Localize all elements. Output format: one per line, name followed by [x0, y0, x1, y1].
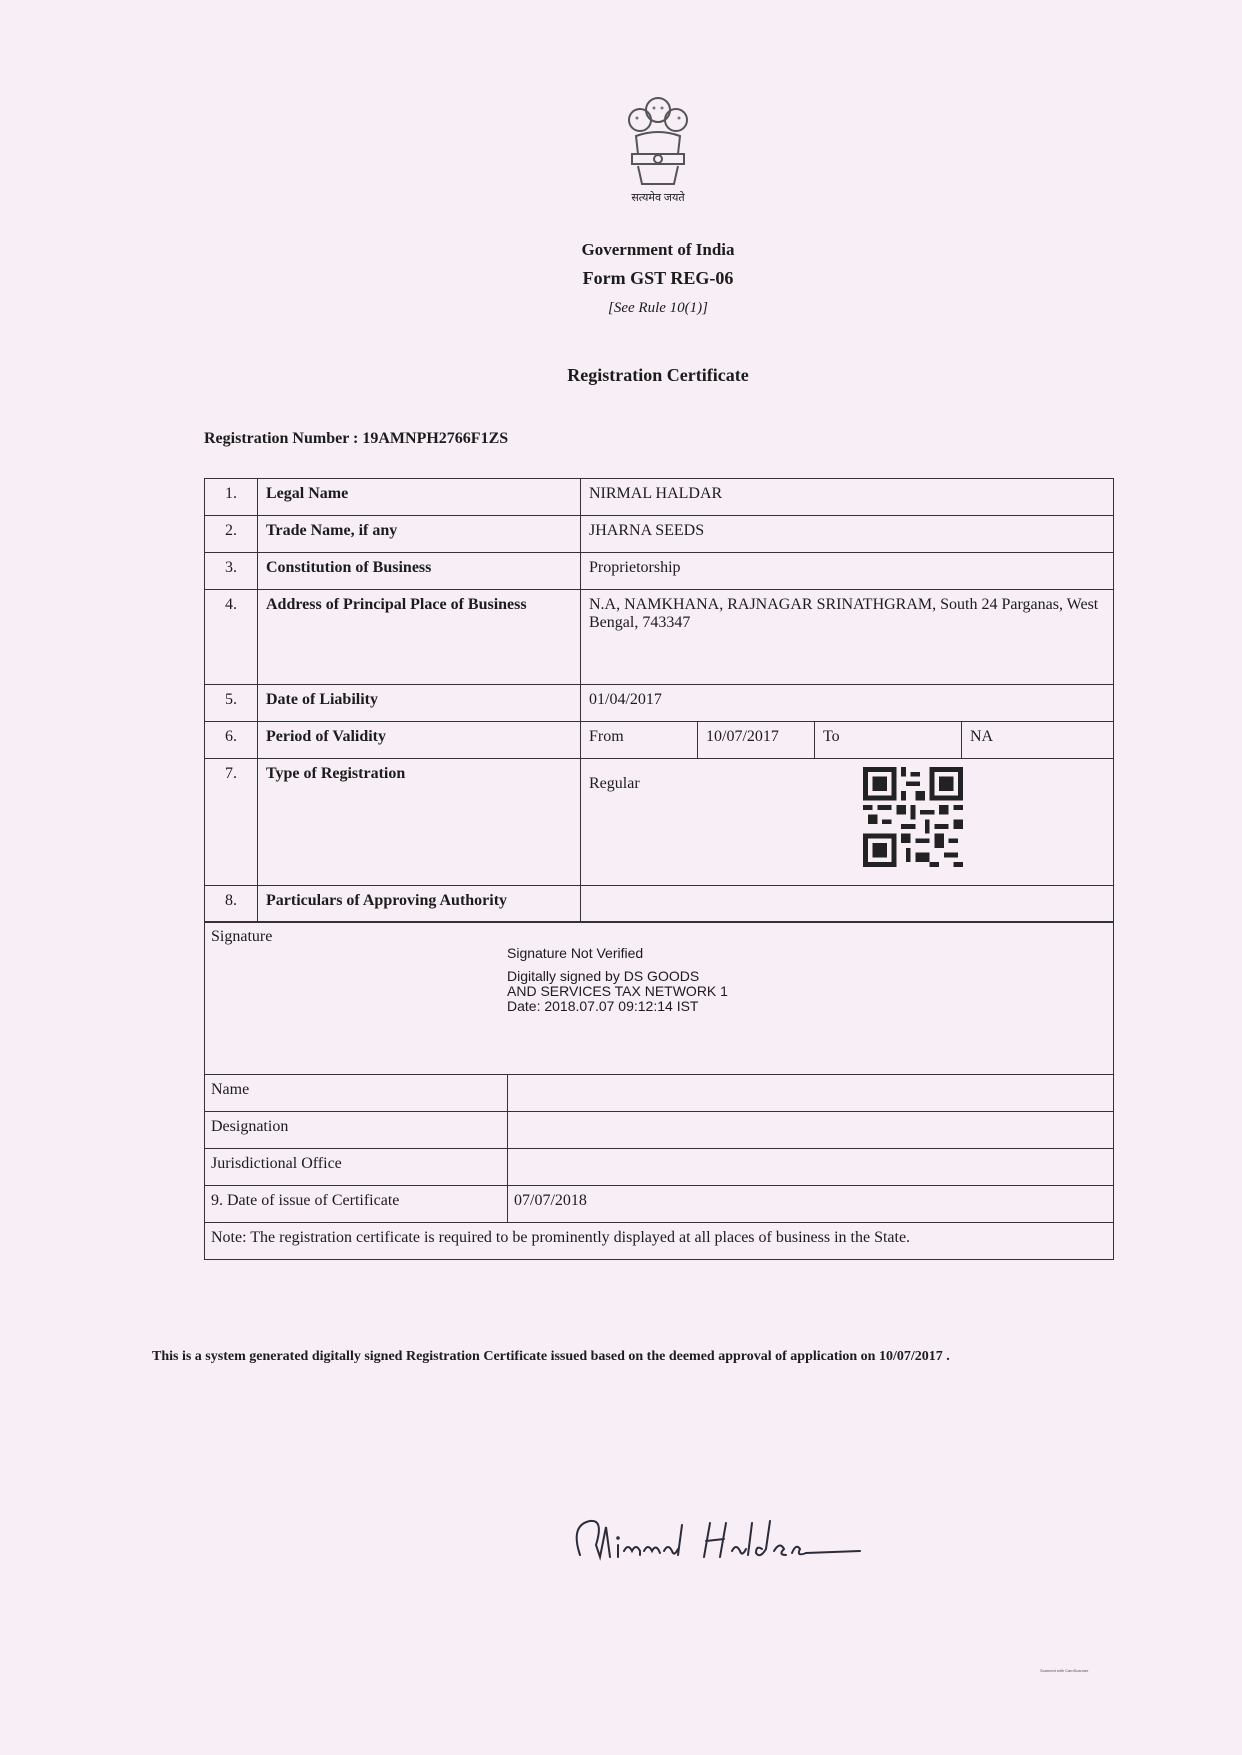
row-number: 3. — [205, 553, 258, 590]
handwritten-signature — [560, 1505, 870, 1575]
validity-to-label: To — [815, 722, 962, 759]
registration-number — [204, 430, 508, 448]
validity-from-date: 10/07/2017 — [698, 722, 815, 759]
row-value: NIRMAL HALDAR — [581, 479, 1114, 516]
registration-number-value: 19AMNPH2766F1ZS — [362, 430, 509, 447]
qr-code-icon — [863, 767, 963, 867]
row-label: Particulars of Approving Authority — [258, 886, 581, 923]
table-row — [205, 479, 1114, 516]
signature-row — [205, 922, 1114, 1075]
row-label: Trade Name, if any — [258, 516, 581, 553]
row-number: 8. — [205, 886, 258, 923]
table-row — [205, 553, 1114, 590]
row-label: Address of Principal Place of Business — [258, 590, 581, 685]
table-row — [205, 1112, 1114, 1149]
table-row — [205, 516, 1114, 553]
jurisdictional-office-value — [508, 1149, 1114, 1186]
table-row — [205, 722, 1114, 759]
table-row — [205, 886, 1114, 923]
row-number: 2. — [205, 516, 258, 553]
issue-date-value: 07/07/2018 — [508, 1186, 1114, 1223]
table-row — [205, 759, 1114, 886]
row-value: Proprietorship — [581, 553, 1114, 590]
signature-date: Date: 2018.07.07 09:12:14 IST — [507, 998, 699, 1014]
row-value: N.A, NAMKHANA, RAJNAGAR SRINATHGRAM, South 24 Parganas, West Bengal, 743347 — [581, 590, 1114, 685]
row-label: Constitution of Business — [258, 553, 581, 590]
table-row — [205, 1075, 1114, 1112]
designation-value — [508, 1112, 1114, 1149]
signature-label: Signature — [211, 928, 273, 945]
signature-status: Signature Not Verified — [507, 945, 644, 961]
issue-date-label: 9. Date of issue of Certificate — [205, 1186, 508, 1223]
signature-cell — [205, 922, 1114, 1075]
system-generated-note: This is a system generated digitally signed Registration Certificate issued based on the deemed approval of application on 10/07/2017 . — [152, 1349, 950, 1364]
row-value: Regular — [589, 775, 640, 792]
name-value — [508, 1075, 1114, 1112]
registration-details-table — [204, 478, 1114, 923]
designation-label: Designation — [205, 1112, 508, 1149]
name-label: Name — [205, 1075, 508, 1112]
row-label: Period of Validity — [258, 722, 581, 759]
form-name: Form GST REG-06 — [582, 268, 734, 288]
table-row — [205, 590, 1114, 685]
approving-authority-table — [204, 921, 1114, 1260]
rule-reference: [See Rule 10(1)] — [608, 300, 708, 316]
row-number: 5. — [205, 685, 258, 722]
row-label: Date of Liability — [258, 685, 581, 722]
validity-from-label: From — [581, 722, 698, 759]
digital-signature-block — [507, 946, 728, 1014]
validity-to-date: NA — [962, 722, 1114, 759]
table-row — [205, 1223, 1114, 1260]
scan-stamp: Scanned with CamScanner — [1040, 1668, 1089, 1673]
row-label: Legal Name — [258, 479, 581, 516]
registration-number-label: Registration Number : — [204, 430, 363, 447]
row-number: 4. — [205, 590, 258, 685]
row-value: JHARNA SEEDS — [581, 516, 1114, 553]
table-row — [205, 1186, 1114, 1223]
row-value-cell — [581, 759, 1114, 886]
emblem-motto: सत्यमेव जयते — [631, 192, 685, 204]
table-row — [205, 685, 1114, 722]
signature-signer: Digitally signed by DS GOODS — [507, 968, 700, 984]
row-value — [581, 886, 1114, 923]
signature-signer-continued: AND SERVICES TAX NETWORK 1 — [507, 983, 728, 999]
government-heading: Government of India — [581, 240, 735, 259]
display-note: Note: The registration certificate is required to be prominently displayed at all places of business in the State. — [205, 1223, 1114, 1260]
jurisdictional-office-label: Jurisdictional Office — [205, 1149, 508, 1186]
row-number: 6. — [205, 722, 258, 759]
table-row — [205, 1149, 1114, 1186]
row-label: Type of Registration — [258, 759, 581, 886]
row-number: 1. — [205, 479, 258, 516]
row-number: 7. — [205, 759, 258, 886]
certificate-title: Registration Certificate — [567, 365, 749, 385]
row-value: 01/04/2017 — [581, 685, 1114, 722]
